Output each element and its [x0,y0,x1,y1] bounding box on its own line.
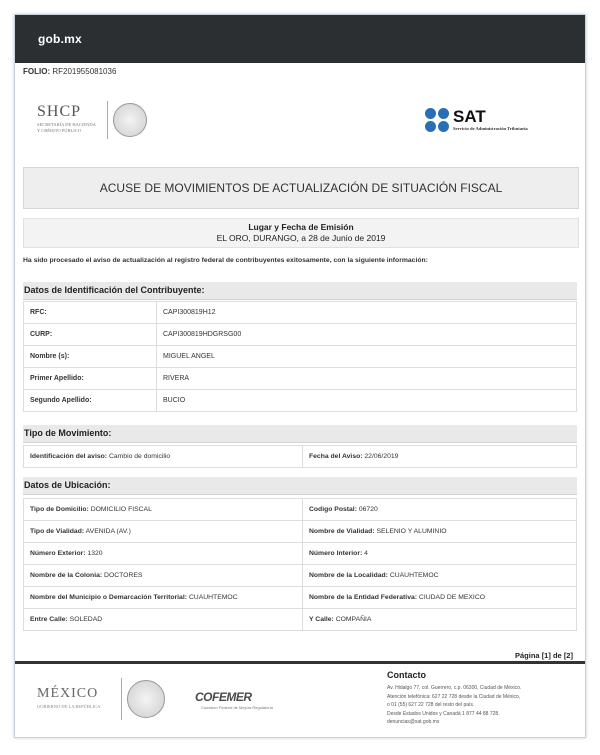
table-row [24,368,577,390]
folio-value: RF201955081036 [52,67,117,76]
table-row [24,543,577,565]
field-value: 1320 [87,550,103,557]
field-label: Nombre de la Localidad: [309,572,388,579]
rfc-value: CAPI300819H12 [157,302,577,324]
field-value: 06720 [358,506,378,513]
section-ubicacion-heading [23,477,577,495]
document-page [14,14,586,738]
gobmx-logo[interactable]: gob.mx [38,32,82,46]
field-label: Nombre de la Entidad Federativa: [309,594,418,601]
y-calle-cell [303,609,577,631]
section-ubicacion-title: Datos de Ubicación: [24,480,111,490]
field-label: Nombre de Vialidad: [309,528,375,535]
contact-heading: Contacto [387,670,426,680]
contact-line: Desde Estados Unidos y Canadá 1 877 44 88 728. [387,710,500,717]
page-total: [2] [563,651,573,660]
shcp-logo [37,103,96,133]
intro-text: Ha sido procesado el aviso de actualización al registro federal de contribuyentes exitosamente, con la siguiente información: [23,257,428,264]
section-movimiento-title: Tipo de Movimiento: [24,428,112,438]
tipo-vialidad-cell [24,521,303,543]
ubicacion-table [23,498,577,631]
field-value: CUAUHTEMOC [389,572,439,579]
field-value: DOCTORES [104,572,143,579]
numero-exterior-cell [24,543,303,565]
contact-details [387,684,521,727]
field-value: CUAUHTEMOC [188,594,238,601]
contact-line: Atención telefónica: 627 22 728 desde la Ciudad de México, [387,693,521,700]
section-identificacion-title: Datos de Identificación del Contribuyente: [24,285,205,295]
eagle-seal-icon [113,103,147,137]
identificacion-table [23,301,577,412]
sat-dots-icon [425,108,451,134]
logo-divider [107,101,108,139]
page-current: [1] [541,651,551,660]
top-bar [15,15,585,63]
field-value: AVENIDA (AV.) [85,528,131,535]
table-row [24,499,577,521]
field-value: SOLEDAD [69,616,103,623]
movimiento-table [23,445,577,468]
entre-calle-cell [24,609,303,631]
document-title-text: ACUSE DE MOVIMIENTOS DE ACTUALIZACIÓN DE SITUACIÓN FISCAL [99,181,503,195]
table-row [24,521,577,543]
table-row [24,324,577,346]
field-label: Número Exterior: [30,550,86,557]
section-movimiento-heading [23,425,577,443]
contact-email[interactable]: denuncias@sat.gob.mx [387,719,440,726]
page-label: Página [515,651,540,660]
fecha-aviso-label: Fecha del Aviso: [309,453,363,460]
field-value: 4 [364,550,368,557]
document-title [23,167,579,209]
cofemer-logo: COFEMER [195,690,252,704]
field-value: DOMICILIO FISCAL [90,506,152,513]
sat-subtitle: Servicio de Administración Tributaria [453,126,528,131]
field-label: Tipo de Vialidad: [30,528,85,535]
footer-divider [121,678,122,720]
section-identificacion-heading [23,282,577,300]
emission-value: EL ORO, DURANGO, a 28 de Junio de 2019 [216,233,386,243]
field-value: CIUDAD DE MEXICO [418,594,486,601]
segundo-apellido-label: Segundo Apellido: [24,390,157,412]
primer-apellido-value: RIVERA [157,368,577,390]
field-label: Número Interior: [309,550,363,557]
folio [23,67,116,76]
footer [15,661,585,738]
curp-value: CAPI300819HDGRSG00 [157,324,577,346]
field-value: SELENIO Y ALUMINIO [376,528,447,535]
shcp-name: SHCP [37,103,82,120]
table-row [24,346,577,368]
emission-box [23,218,579,248]
field-label: Entre Calle: [30,616,68,623]
table-row [24,609,577,631]
eagle-seal-icon [127,680,165,718]
page-sep: de [552,651,562,660]
folio-label: FOLIO: [23,67,51,76]
table-row [24,302,577,324]
table-row [24,390,577,412]
rfc-label: RFC: [24,302,157,324]
curp-label: CURP: [24,324,157,346]
municipio-cell [24,587,303,609]
mexico-logo: MÉXICO [37,686,99,701]
shcp-sub-1: SECRETARÍA DE HACIENDA [37,122,96,127]
aviso-value: Cambio de domicilio [108,453,171,460]
tipo-domicilio-cell [24,499,303,521]
cofemer-logo-sub: Comisión Federal de Mejora Regulatoria [201,705,273,710]
contact-line: Av. Hidalgo 77, col. Guerrero, c.p. 06300, Ciudad de México. [387,685,522,691]
colonia-cell [24,565,303,587]
aviso-cell [24,446,303,468]
codigo-postal-cell [303,499,577,521]
field-label: Tipo de Domicilio: [30,506,89,513]
fecha-aviso-value: 22/06/2019 [364,453,399,460]
shcp-sub-2: Y CRÉDITO PÚBLICO [37,128,82,133]
field-label: Nombre del Municipio o Demarcación Territorial: [30,594,187,601]
table-row [24,587,577,609]
aviso-label: Identificación del aviso: [30,453,108,460]
sat-name: SAT [453,107,486,126]
fecha-aviso-cell [303,446,577,468]
emission-label: Lugar y Fecha de Emisión [248,222,354,232]
field-label: Codigo Postal: [309,506,357,513]
numero-interior-cell [303,543,577,565]
field-label: Nombre de la Colonia: [30,572,103,579]
contact-line: o 01 (55) 627 22 728 del resto del país. [387,702,475,709]
primer-apellido-label: Primer Apellido: [24,368,157,390]
segundo-apellido-value: BUCIO [157,390,577,412]
field-value: COMPAÑIA [335,616,372,623]
mexico-logo-sub: GOBIERNO DE LA REPÚBLICA [37,704,101,709]
field-label: Y Calle: [309,616,334,623]
nombre-vialidad-cell [303,521,577,543]
entidad-federativa-cell [303,587,577,609]
localidad-cell [303,565,577,587]
nombre-label: Nombre (s): [24,346,157,368]
nombre-value: MIGUEL ANGEL [157,346,577,368]
table-row [24,446,577,468]
table-row [24,565,577,587]
page-indicator [515,651,573,660]
